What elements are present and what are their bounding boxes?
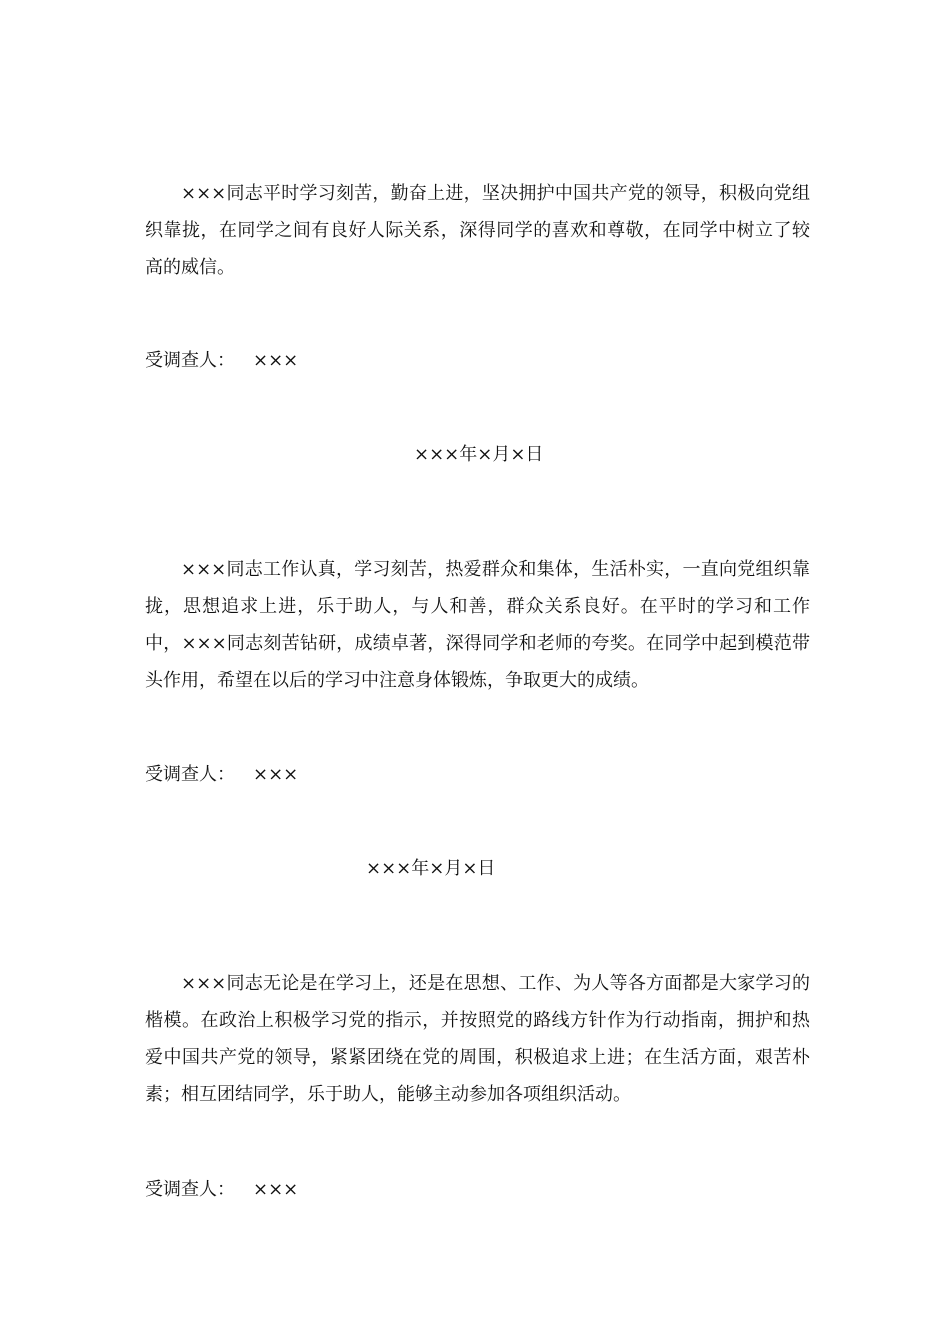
signer-name: ××× bbox=[253, 350, 299, 371]
testimony-paragraph-2: ×××同志工作认真，学习刻苦，热爱群众和集体，生活朴实，一直向党组织靠拢，思想追求上进，乐于助人，与人和善，群众关系良好。在平时的学习和工作中，×××同志刻苦钻研，成绩卓著，深得同学和老师的夸奖。在同学中起到模范带头作用，希望在以后的学习中注意身体锻炼，争取更大的成绩。 bbox=[145, 559, 810, 691]
signer-label: 受调查人： bbox=[145, 764, 235, 785]
signer-line-3 bbox=[145, 1178, 298, 1202]
date-line-2: ×××年×月×日 bbox=[366, 858, 496, 879]
signer-line-2 bbox=[145, 763, 298, 787]
signer-line-1 bbox=[145, 349, 298, 373]
signer-label: 受调查人： bbox=[145, 1179, 235, 1200]
date-line-1: ×××年×月×日 bbox=[414, 444, 544, 465]
signer-label: 受调查人： bbox=[145, 350, 235, 371]
signer-name: ××× bbox=[253, 1179, 299, 1200]
signer-name: ××× bbox=[253, 764, 299, 785]
testimony-paragraph-3: ×××同志无论是在学习上，还是在思想、工作、为人等各方面都是大家学习的楷模。在政治上积极学习党的指示，并按照党的路线方针作为行动指南，拥护和热爱中国共产党的领导，紧紧团绕在党的周围，积极追求上进；在生活方面，艰苦朴素；相互团结同学，乐于助人，能够主动参加各项组织活动。 bbox=[145, 973, 810, 1105]
testimony-paragraph-1: ×××同志平时学习刻苦，勤奋上进，坚决拥护中国共产党的领导，积极向党组织靠拢，在同学之间有良好人际关系，深得同学的喜欢和尊敬，在同学中树立了较高的威信。 bbox=[145, 183, 810, 278]
